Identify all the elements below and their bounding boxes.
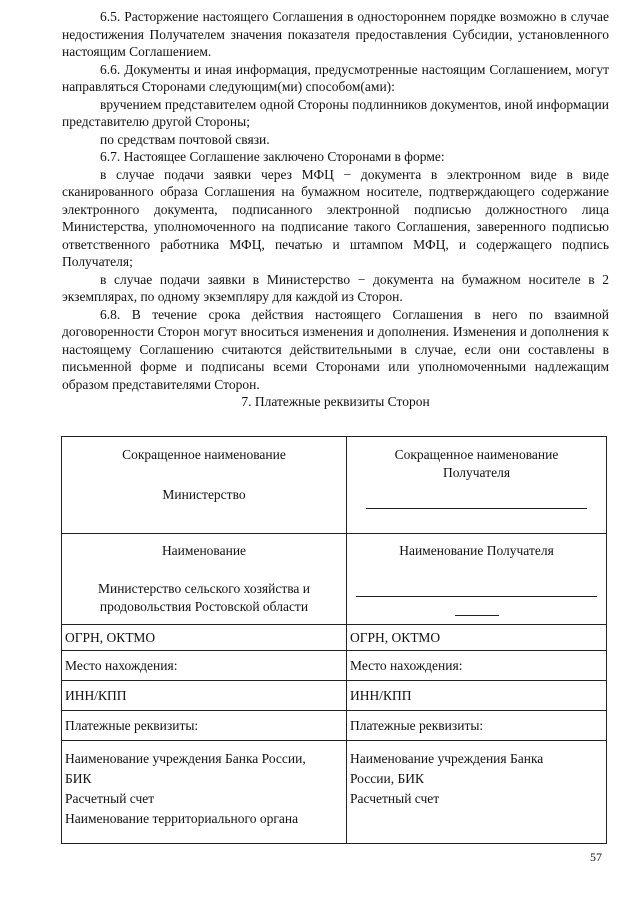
ogrn-right-cell: ОГРН, ОКТМО xyxy=(347,625,607,651)
bank-left-line: Наименование территориального органа xyxy=(65,811,299,826)
page-number: 57 xyxy=(590,850,602,864)
table-row xyxy=(62,681,607,711)
table-row xyxy=(62,711,607,741)
ogrn-left-cell: ОГРН, ОКТМО xyxy=(62,625,347,651)
bank-left-line: БИК xyxy=(65,771,92,786)
name-left-cell xyxy=(62,534,347,625)
inn-left-cell: ИНН/КПП xyxy=(62,681,347,711)
paragraph-ministry-case: в случае подачи заявки в Министерство − документа на бумажном носителе в 2 экземплярах, по одному экземпляру для каждой из Сторон. xyxy=(62,271,609,304)
payment-left-cell: Платежные реквизиты: xyxy=(62,711,347,741)
bank-left-line: Наименование учреждения Банка России, xyxy=(65,751,306,766)
section-title: 7. Платежные реквизиты Сторон xyxy=(241,394,430,409)
name-right-cell xyxy=(347,534,607,625)
paragraph-6-5: 6.5. Расторжение настоящего Соглашения в одностороннем порядке возможно в случае недостижения Получателем значения показателя предоставления Субсидии, установленного настоящим Соглашением. xyxy=(62,9,609,59)
address-right-cell: Место нахождения: xyxy=(347,651,607,681)
inn-right-cell: ИНН/КПП xyxy=(347,681,607,711)
signature-line xyxy=(366,508,587,509)
bank-left-cell xyxy=(62,741,347,844)
table-row xyxy=(62,625,607,651)
short-name-right-label: Сокращенное наименование Получателя xyxy=(394,447,559,480)
name-left-label: Наименование xyxy=(161,543,247,558)
short-name-right-cell xyxy=(347,437,607,534)
address-left-cell: Место нахождения: xyxy=(62,651,347,681)
table-row xyxy=(62,741,607,844)
paragraph-delivery-by-hand: вручением представителем одной Стороны подлинников документов, иной информации представителю другой Стороны; xyxy=(62,96,609,129)
payment-details-table xyxy=(61,436,607,844)
payment-right-cell: Платежные реквизиты: xyxy=(347,711,607,741)
short-name-left-value: Министерство xyxy=(162,487,246,502)
bank-right-cell xyxy=(347,741,607,844)
bank-right-line: Расчетный счет xyxy=(350,791,440,806)
paragraph-mfc-case: в случае подачи заявки через МФЦ − документа в электронном виде в виде сканированного образа Соглашения на бумажном носителе, подтверждающего содержание электронного документа, подписанного электронной подписью должностного лица Министерства, уполномоченного на подписание такого Соглашения, заверенного подписью ответственного работника МФЦ, печатью и штампом МФЦ, и содержащего подпись Получателя; xyxy=(62,166,609,269)
bank-left-line: Расчетный счет xyxy=(65,791,155,806)
table-row xyxy=(62,651,607,681)
name-right-label: Наименование Получателя xyxy=(399,543,554,558)
paragraph-delivery-by-post: по средствам почтовой связи. xyxy=(100,131,270,147)
paragraph-6-8: 6.8. В течение срока действия настоящего Соглашения в него по взаимной договоренности Сторон могут вноситься изменения и дополнения. Изменения и дополнения к настоящему Соглашению считаются действительными в случае, если они составлены в письменной форме и подписаны всеми Сторонами или уполномоченными надлежащим образом представителями Сторон. xyxy=(62,306,609,392)
short-name-left-cell xyxy=(62,437,347,534)
table-row xyxy=(62,437,607,534)
bank-right-line: Наименование учреждения Банка xyxy=(350,751,544,766)
short-name-left-label: Сокращенное наименование xyxy=(122,447,286,462)
table-row xyxy=(62,534,607,625)
signature-line-short xyxy=(455,615,499,616)
paragraph-6-6: 6.6. Документы и иная информация, предусмотренные настоящим Соглашением, могут направляться Сторонами следующим(ми) способом(ами): xyxy=(62,61,609,94)
name-left-value: Министерство сельского хозяйства и продовольствия Ростовской области xyxy=(97,581,311,614)
paragraph-6-7: 6.7. Настоящее Соглашение заключено Сторонами в форме: xyxy=(100,149,445,164)
signature-line xyxy=(356,596,597,597)
document-body xyxy=(62,8,609,411)
bank-right-line: России, БИК xyxy=(350,771,424,786)
